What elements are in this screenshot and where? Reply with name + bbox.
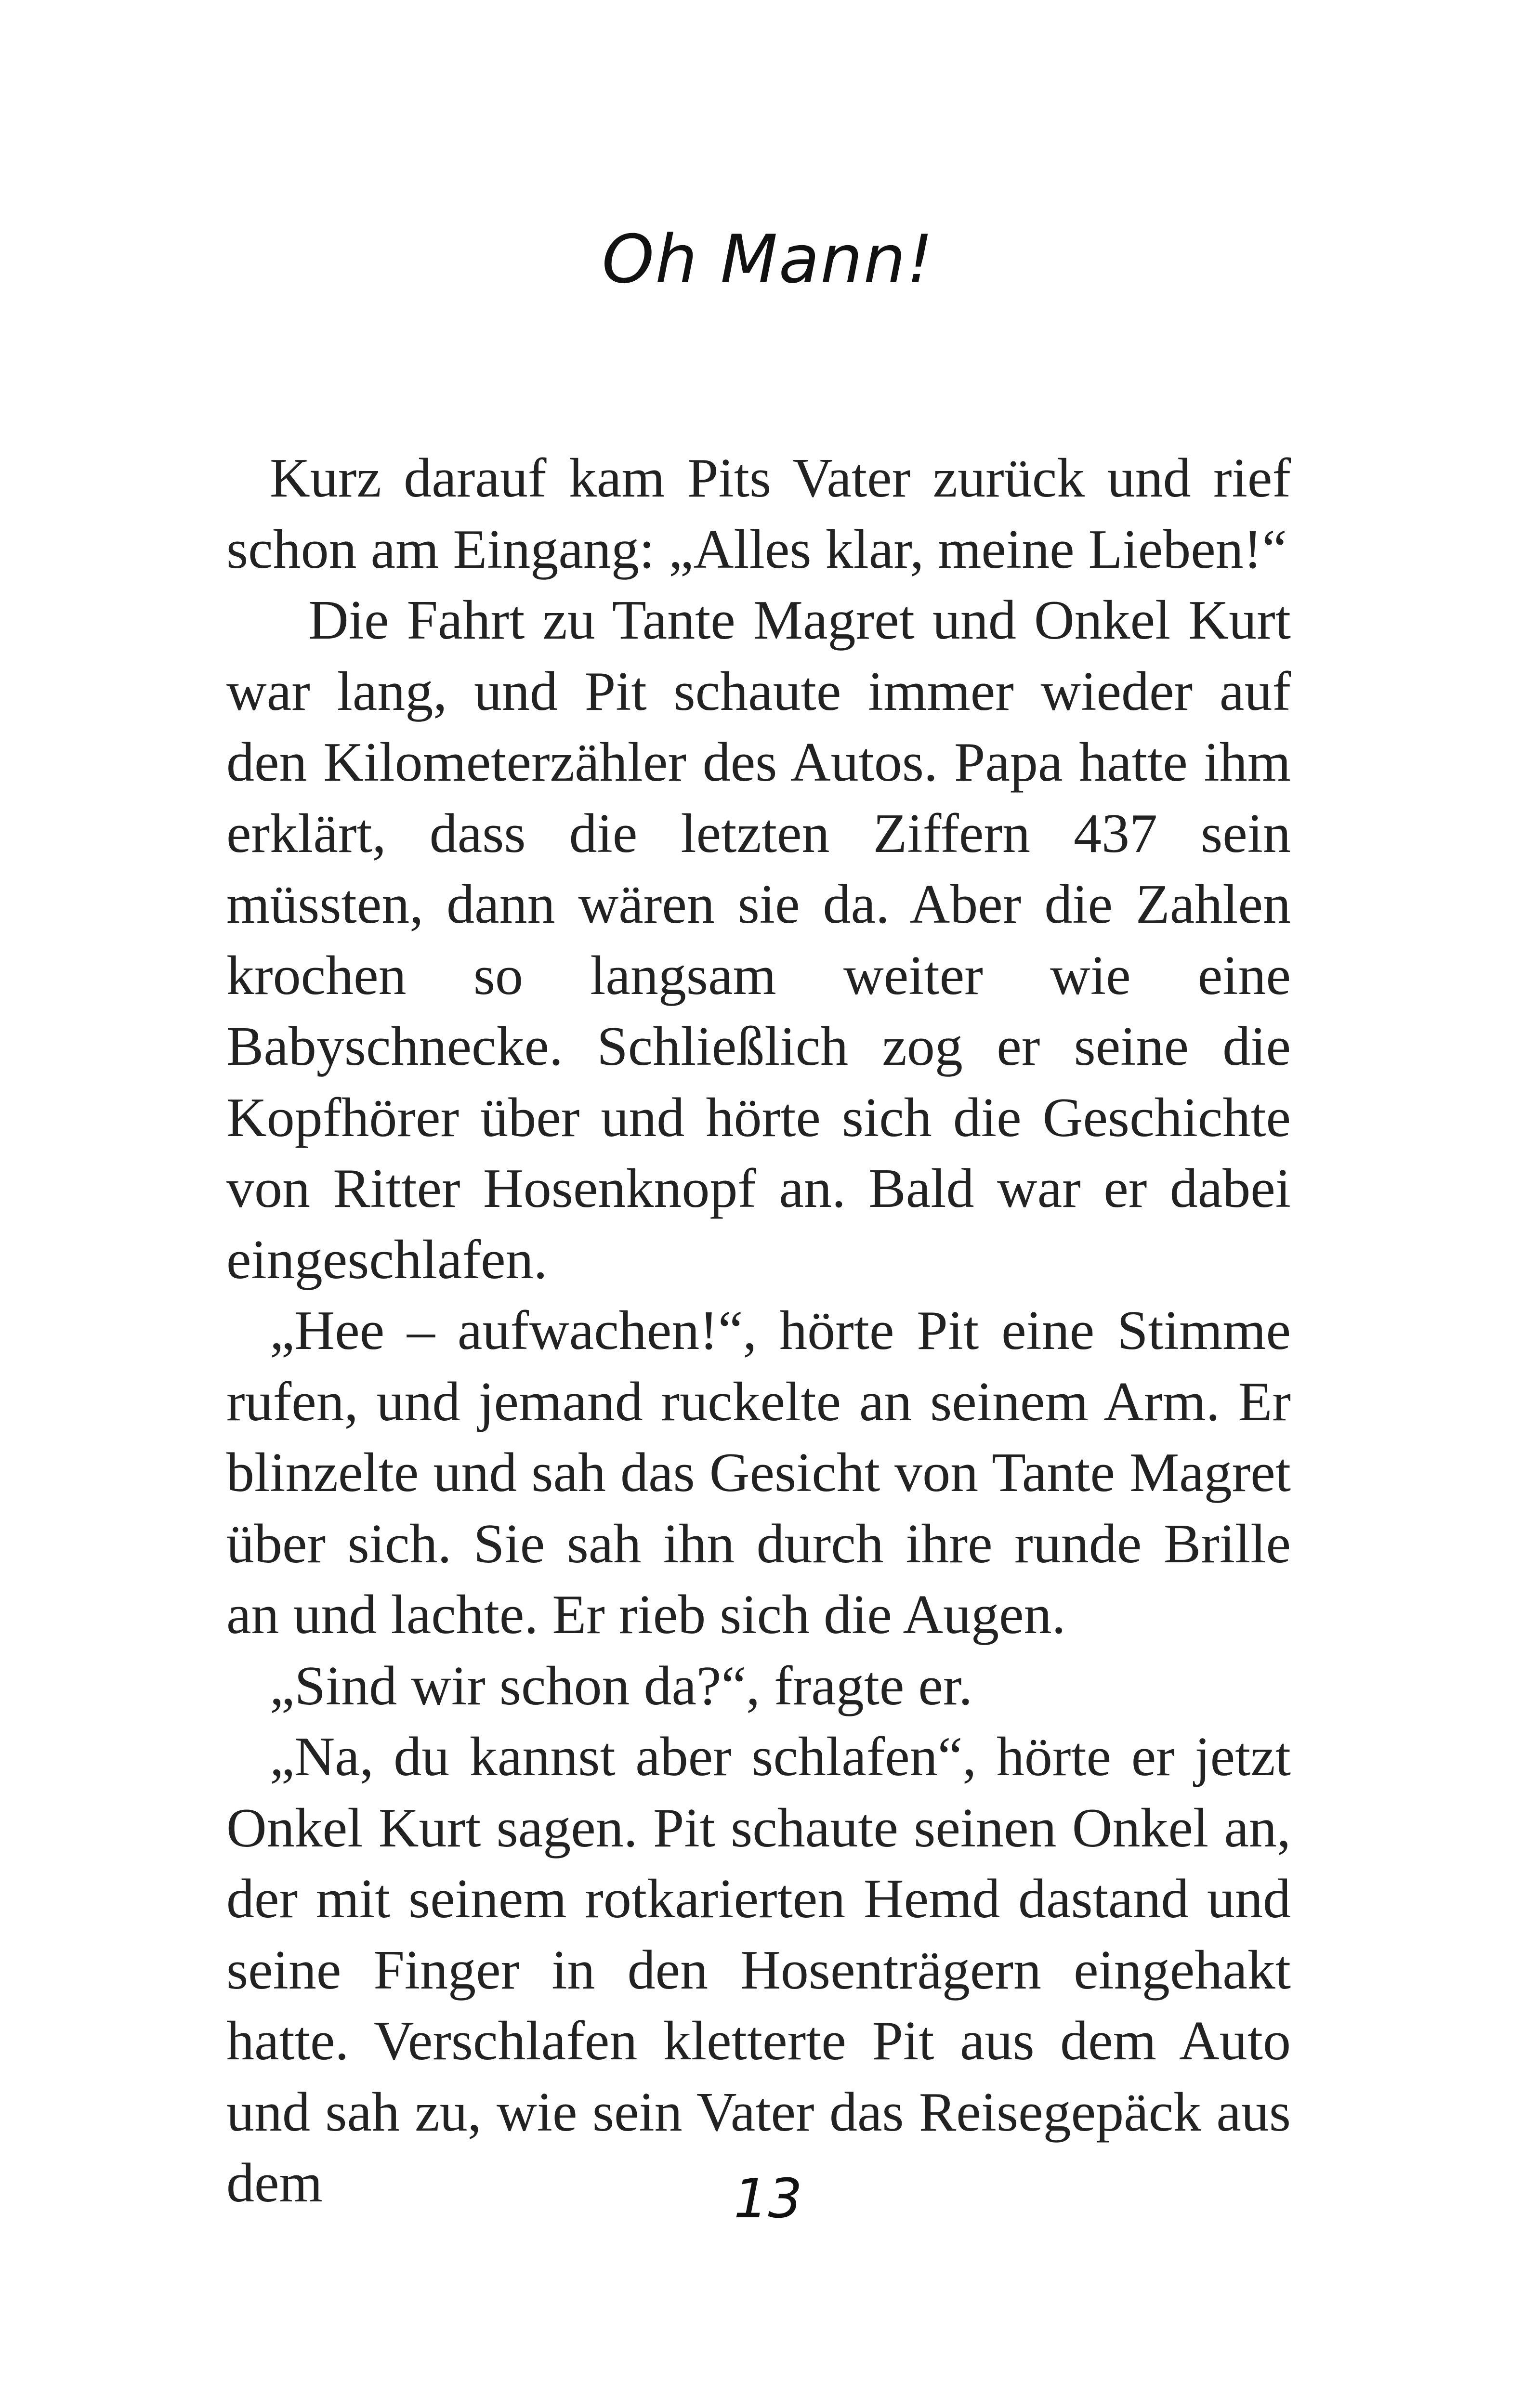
paragraph-4: „Sind wir schon da?“, fragte er. [270, 1655, 973, 1717]
page-number: 13 [734, 2168, 802, 2230]
paragraph-3: „Hee – aufwachen!“, hörte Pit eine Stimme rufen, und jemand ruckelte an seinem Arm. Er blinzelte und sah das Gesicht von Tante Magret über sich. Sie sah ihn durch ihre runde Brille an und lachte. Er rieb sich die Augen. [226, 1300, 1291, 1646]
chapter-title: Oh Mann! [602, 221, 934, 298]
paragraph-5: „Na, du kannst aber schlafen“, hörte er jetzt Onkel Kurt sagen. Pit schaute seinen Onkel an, der mit seinem rotkarierten Hemd dastand und seine Finger in den Hosenträgern eingehakt hatte. Verschlafen kletterte Pit aus dem Auto und sah zu, wie sein Vater das Reisegepäck aus dem [226, 1726, 1291, 2214]
paragraph-1: Kurz darauf kam Pits Vater zurück und rief schon am Eingang: „Alles klar, meine Lieben!“ [226, 447, 1291, 580]
body-text [226, 443, 1291, 2219]
paragraph-2: Die Fahrt zu Tante Magret und Onkel Kurt war lang, und Pit schaute immer wieder auf den Kilometerzähler des Autos. Papa hatte ihm erklärt, dass die letzten Ziffern 437 sein müssten, dann wären sie da. Aber die Zahlen krochen so langsam weiter wie eine Babyschnecke. Schließlich zog er seine die Kopfhörer über und hörte sich die Geschichte von Ritter Hosenknopf an. Bald war er dabei eingeschlafen. [226, 589, 1291, 1291]
